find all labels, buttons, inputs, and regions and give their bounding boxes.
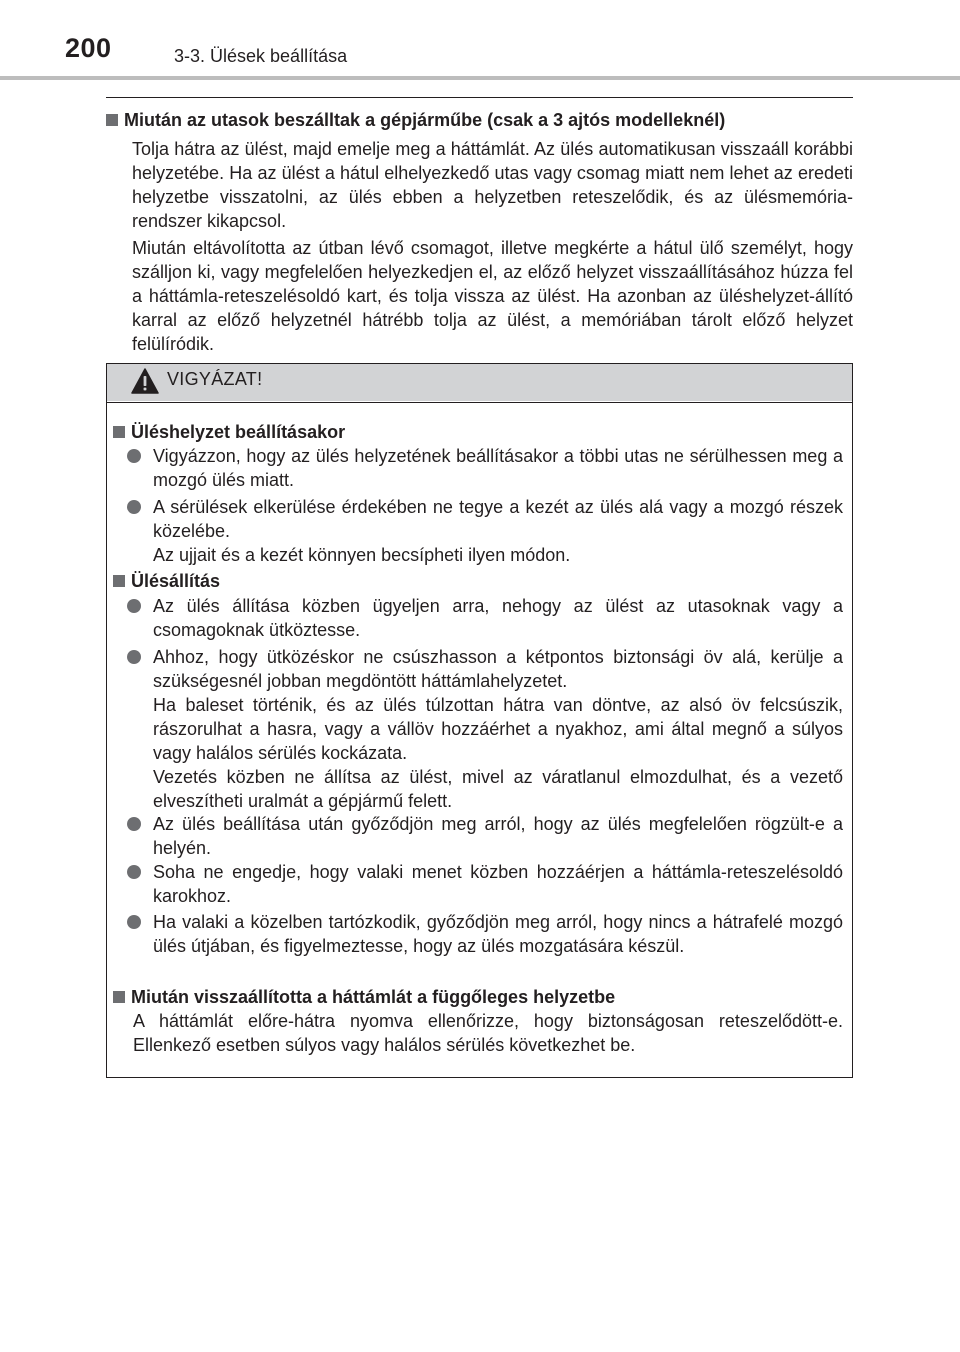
square-marker-icon xyxy=(106,114,118,126)
caution-header xyxy=(107,364,852,401)
caution-divider xyxy=(107,402,852,403)
intro-heading xyxy=(106,108,725,132)
page-number: 200 xyxy=(65,33,112,63)
bullet-dot-icon xyxy=(127,449,141,463)
bullet-dot-icon xyxy=(127,865,141,879)
caution-section-heading xyxy=(113,569,220,593)
intro-heading-text: Miután az utasok beszálltak a gépjárműbe (csak a 3 ajtós modelleknél) xyxy=(124,110,726,130)
bullet-dot-icon xyxy=(127,817,141,831)
bullet-dot-icon xyxy=(127,915,141,929)
caution-bullet-text: Ha valaki a közelben tartózkodik, győződjön meg arról, hogy nincs a hátrafelé mozgó ülés útjában, és figyelmeztesse, hogy az ülés mozgatására készül. xyxy=(153,912,843,956)
caution-bullet-text: Vigyázzon, hogy az ülés helyzetének beállításakor a többi utas ne sérülhessen meg a mozgó ülés miatt. xyxy=(153,446,843,490)
caution-bullet-text: Soha ne engedje, hogy valaki menet közben hozzáérjen a háttámla-reteszelésoldó karokhoz. xyxy=(153,862,843,906)
header-band xyxy=(0,76,960,80)
caution-section-heading-text: Ülésállítás xyxy=(131,571,221,591)
section-title: 3-3. Ülések beállítása xyxy=(174,46,348,66)
bullet-dot-icon xyxy=(127,599,141,613)
square-marker-icon xyxy=(113,575,125,587)
caution-bullet-continuation: Vezetés közben ne állítsa az ülést, mivel az váratlanul elmozdulhat, és a vezető elveszítheti uralmát a gépjármű felett. xyxy=(153,767,843,811)
page-header xyxy=(0,0,960,78)
top-rule xyxy=(106,97,853,98)
caution-section-text: A háttámlát előre-hátra nyomva ellenőrizze, hogy biztonságosan reteszelődött-e. Ellenkező esetben súlyos vagy halálos sérülés következhet be. xyxy=(133,1011,843,1055)
warning-triangle-icon xyxy=(131,368,159,394)
intro-paragraph-1: Tolja hátra az ülést, majd emelje meg a háttámlát. Az ülés automatikusan visszaáll korábbi helyzetébe. Ha az ülést a hátul elhelyezkedő utas vagy csomag miatt nem lehet az eredeti helyzetbe visszatolni, az ülés ebben a helyzetben reteszelődik, és az ülésmemória-rendszer kikapcsol. xyxy=(132,139,853,231)
intro-paragraph-2: Miután eltávolította az útban lévő csomagot, illetve megkérte a hátul ülő személyt, hogy szálljon ki, vagy megfelelően helyezkedjen el, az előző helyzet visszaállításához húzza fel a háttámla-reteszelésoldó kart, és tolja vissza az ülést. Ha azonban az üléshelyzet-állító karral az előző helyzetnél hátrébb tolja az ülést, a memóriában tárolt előző helyzet felülíródik. xyxy=(132,238,853,354)
caution-section-heading-text: Miután visszaállította a háttámlát a függőleges helyzetbe xyxy=(131,987,616,1007)
caution-bullet-text: Az ülés állítása közben ügyeljen arra, nehogy az ülést az utasoknak vagy a csomagoknak ütköztesse. xyxy=(153,596,843,640)
bullet-dot-icon xyxy=(127,500,141,514)
bullet-dot-icon xyxy=(127,650,141,664)
caution-section-heading xyxy=(113,420,345,444)
caution-bullet-text: Ahhoz, hogy ütközéskor ne csúszhasson a kétpontos biztonsági öv alá, kerülje a szükségesnél jobban megdöntött háttámlahelyzetet. xyxy=(153,647,843,691)
caution-section-heading xyxy=(113,985,615,1009)
caution-box xyxy=(106,363,853,1078)
caution-bullet-continuation: Az ujjait és a kezét könnyen becsípheti ilyen módon. xyxy=(153,545,571,565)
caution-bullet-text: Az ülés beállítása után győződjön meg arról, hogy az ülés megfelelően rögzült-e a helyén. xyxy=(153,814,843,858)
caution-label: VIGYÁZAT! xyxy=(167,369,263,389)
caution-bullet-text: A sérülések elkerülése érdekében ne tegye a kezét az ülés alá vagy a mozgó részek közelébe. xyxy=(153,497,843,541)
caution-section-heading-text: Üléshelyzet beállításakor xyxy=(131,422,346,442)
square-marker-icon xyxy=(113,991,125,1003)
caution-bullet-continuation: Ha baleset történik, és az ülés túlzottan hátra van döntve, az alsó öv felcsúszik, rászorulhat a hasra, vagy a vállöv hozzáérhet a nyakhoz, ami által megnő a súlyos vagy halálos sérülés kockázata. xyxy=(153,695,843,763)
square-marker-icon xyxy=(113,426,125,438)
